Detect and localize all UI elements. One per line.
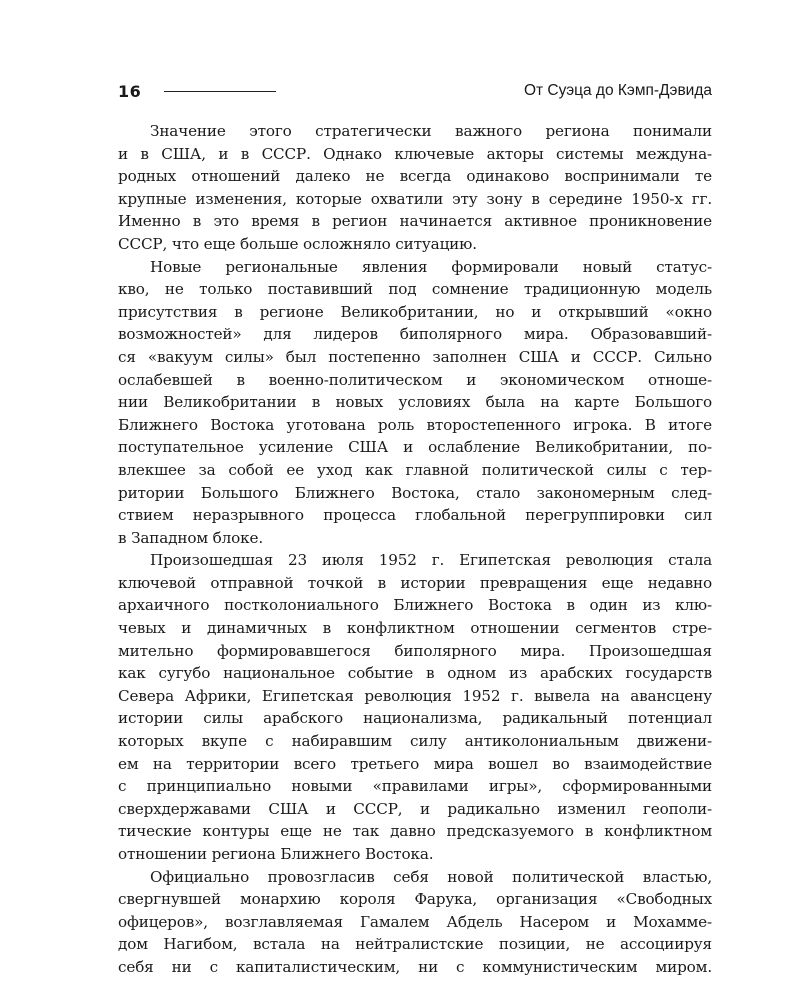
text-line: Официально провозгласив себя новой политической властью, <box>150 867 712 886</box>
text-line: чевых и динамичных в конфликтном отношении сегментов стре- <box>118 619 712 638</box>
text-line: с принципиально новыми «правилами игры», сформированными <box>118 777 712 796</box>
text-line: нии Великобритании в новых условиях была на карте Большого <box>118 393 712 412</box>
text-line: Произошедшая 23 июля 1952 г. Египетская революция стала <box>150 551 712 570</box>
text-line: и в США, и в СССР. Однако ключевые акторы системы междуна- <box>118 144 712 163</box>
text-line: сверхдержавами США и СССР, и радикально изменил геополи- <box>118 799 712 818</box>
paragraph <box>118 256 712 550</box>
text-line: крупные изменения, которые охватили эту зону в середине 1950-х гг. <box>118 189 712 208</box>
text-line: отношении региона Ближнего Востока. <box>118 845 434 863</box>
text-line: Севера Африки, Египетская революция 1952 г. вывела на авансцену <box>118 686 712 705</box>
text-line: ем на территории всего третьего мира вошел во взаимодействие <box>118 754 712 773</box>
text-line: тические контуры еще не так давно предсказуемого в конфликтном <box>118 822 712 841</box>
text-line: Новые региональные явления формировали новый статус- <box>150 257 712 276</box>
running-title: От Суэца до Кэмп-Дэвида <box>523 82 712 99</box>
text-line: возможностей» для лидеров биполярного мира. Образовавший- <box>118 325 712 344</box>
text-line: Именно в это время в регион начинается активное проникновение <box>118 212 712 231</box>
text-line: ствием неразрывного процесса глобальной перегруппировки сил <box>118 506 712 525</box>
text-line: ослабевшей в военно-политическом и экономическом отноше- <box>118 370 712 389</box>
text-line: Значение этого стратегически важного региона понимали <box>150 122 712 140</box>
text-line: ключевой отправной точкой в истории превращения еще недавно <box>118 573 712 592</box>
text-line: свергнувшей монархию короля Фарука, организация «Свободных <box>118 890 712 909</box>
header-rule <box>164 91 276 92</box>
text-line: дом Нагибом, встала на нейтралистские позиции, не ассоциируя <box>118 935 712 954</box>
text-line: родных отношений далеко не всегда одинаково воспринимали те <box>118 167 712 186</box>
text-line: которых вкупе с набиравшим силу антиколониальным движени- <box>118 732 712 751</box>
page-number: 16 <box>118 82 142 101</box>
text-line: истории силы арабского национализма, радикальный потенциал <box>118 709 712 728</box>
text-line: Ближнего Востока уготована роль второстепенного игрока. В итоге <box>118 415 712 434</box>
text-line: СССР, что еще больше осложняло ситуацию. <box>118 234 477 253</box>
text-line: присутствия в регионе Великобритании, но и открывший «окно <box>118 302 712 321</box>
text-line: офицеров», возглавляемая Гамалем Абдель Насером и Мохамме- <box>118 912 712 931</box>
text-line: поступательное усиление США и ослабление Великобритании, по- <box>118 438 712 457</box>
running-head <box>118 80 712 104</box>
paragraph <box>118 549 712 865</box>
paragraph <box>118 120 712 256</box>
text-line: ритории Большого Ближнего Востока, стало закономерным след- <box>118 483 712 502</box>
text-line: себя ни с капиталистическим, ни с коммунистическим миром. <box>118 957 712 976</box>
body-text <box>118 120 712 979</box>
text-line: влекшее за собой ее уход как главной политической силы с тер- <box>118 460 712 479</box>
text-line: ся «вакуум силы» был постепенно заполнен США и СССР. Сильно <box>118 347 712 366</box>
text-line: архаичного постколониального Ближнего Востока в один из клю- <box>118 596 712 615</box>
text-line: мительно формировавшегося биполярного мира. Произошедшая <box>118 641 712 660</box>
paragraph <box>118 866 712 979</box>
text-line: в Западном блоке. <box>118 528 264 547</box>
text-line: кво, не только поставивший под сомнение традиционную модель <box>118 280 712 299</box>
text-line: как сугубо национальное событие в одном из арабских государств <box>118 664 712 683</box>
